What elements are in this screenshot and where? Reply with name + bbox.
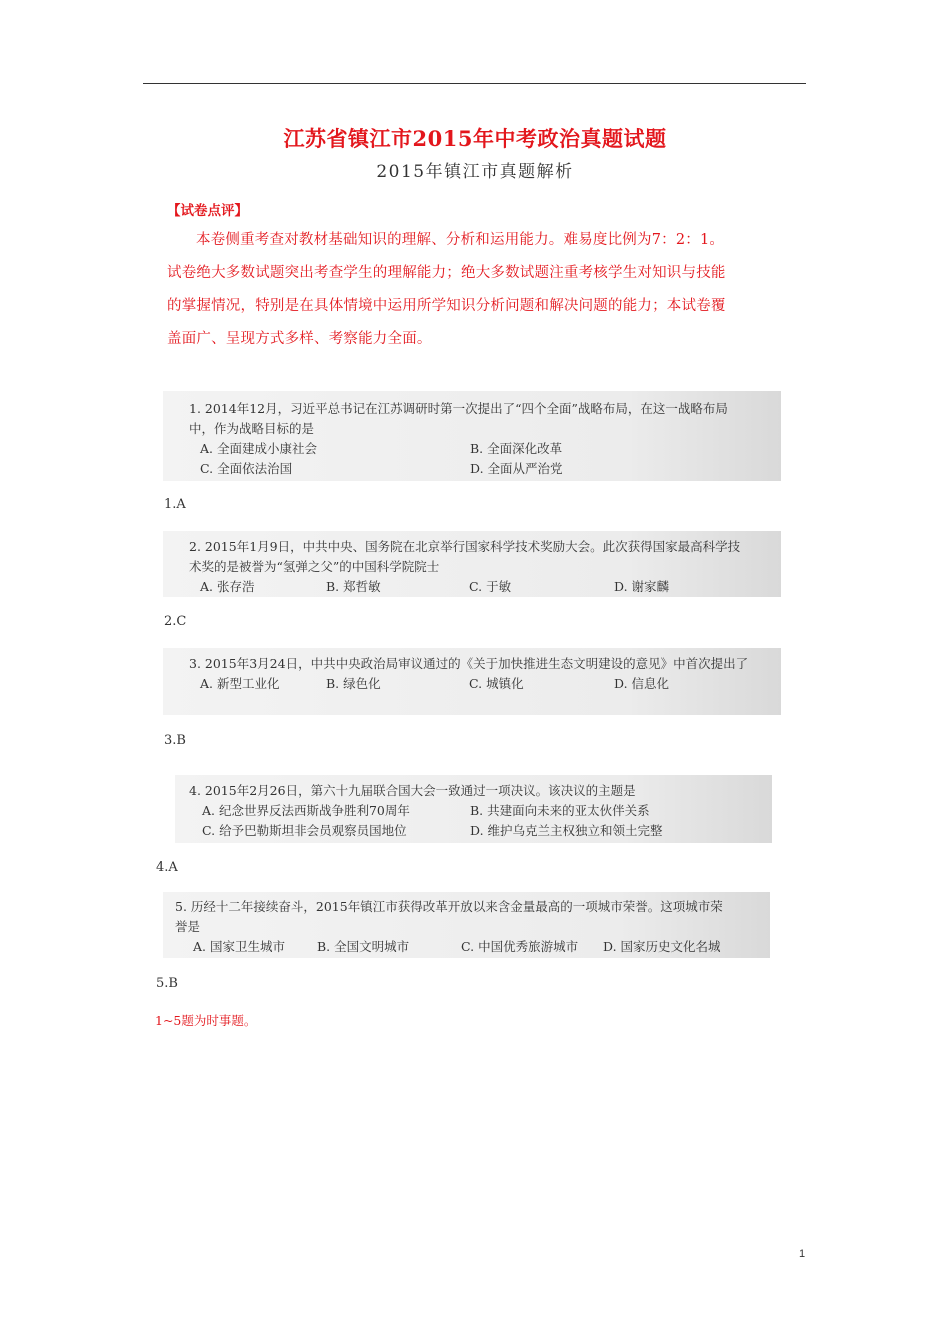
answer-3: 3.B: [164, 733, 186, 748]
question-stem: 4. 2015年2月26日，第六十九届联合国大会一致通过一项决议。该决议的主题是: [189, 783, 636, 798]
question-image-3: [163, 648, 781, 715]
question-option: B. 全面深化改革: [470, 441, 563, 456]
question-option: B. 绿色化: [326, 676, 381, 691]
answer-4: 4.A: [156, 860, 178, 875]
answer-2: 2.C: [164, 614, 187, 629]
note-current-affairs: 1~5题为时事题。: [155, 1013, 257, 1028]
question-option: D. 全面从严治党: [470, 461, 563, 476]
question-image-5: [163, 892, 770, 958]
question-option: A. 新型工业化: [200, 676, 280, 691]
question-option: C. 中国优秀旅游城市: [461, 939, 579, 954]
answer-5: 5.B: [156, 976, 178, 991]
question-stem: 1. 2014年12月，习近平总书记在江苏调研时第一次提出了“四个全面”战略布局，在这一战略布局中，作为战略目标的是: [189, 401, 728, 436]
question-option: D. 谢家麟: [614, 579, 670, 594]
question-stem: 5. 历经十二年接续奋斗，2015年镇江市获得改革开放以来含金量最高的一项城市荣誉。这项城市荣誉是: [175, 899, 723, 934]
review-heading: 【试卷点评】: [167, 203, 248, 219]
document-title: 江苏省镇江市2015年中考政治真题试题: [283, 126, 667, 151]
question-options: [163, 674, 781, 694]
question-image-4: [175, 775, 772, 843]
question-option: B. 全国文明城市: [317, 939, 410, 954]
question-image-2: [163, 531, 781, 597]
question-option: D. 国家历史文化名城: [603, 939, 721, 954]
question-option: C. 城镇化: [469, 676, 524, 691]
question-image-1: [163, 391, 781, 481]
question-options: [163, 459, 781, 479]
question-option: C. 于敏: [469, 579, 512, 594]
question-options: [163, 577, 781, 597]
question-option: A. 张存浩: [200, 579, 255, 594]
question-options: [163, 937, 770, 957]
question-options: [175, 801, 772, 821]
question-option: C. 全面依法治国: [200, 461, 293, 476]
question-option: A. 全面建成小康社会: [200, 441, 317, 456]
question-option: D. 维护乌克兰主权独立和领土完整: [470, 823, 663, 838]
question-options: [163, 439, 781, 459]
page-number: 1: [799, 1248, 806, 1260]
question-option: A. 纪念世界反法西斯战争胜利70周年: [202, 803, 410, 818]
question-options: [175, 821, 772, 841]
question-stem: 2. 2015年1月9日，中共中央、国务院在北京举行国家科学技术奖励大会。此次获得国家最高科学技术奖的是被誉为“氢弹之父”的中国科学院院士: [189, 539, 741, 574]
answer-1: 1.A: [164, 497, 186, 512]
document-subtitle: 2015年镇江市真题解析: [376, 162, 574, 182]
question-option: C. 给予巴勒斯坦非会员观察员国地位: [202, 823, 407, 838]
question-option: A. 国家卫生城市: [193, 939, 285, 954]
question-option: D. 信息化: [614, 676, 670, 691]
review-body: 本卷侧重考查对教材基础知识的理解、分析和运用能力。难易度比例为7：2：1。试卷绝大多数试题突出考查学生的理解能力；绝大多数试题注重考核学生对知识与技能的掌握情况，特别是在具体情境中运用所学知识分析问题和解决问题的能力；本试卷覆盖面广、呈现方式多样、考察能力全面。: [167, 232, 726, 347]
header-rule: [143, 83, 806, 84]
question-stem: 3. 2015年3月24日，中共中央政治局审议通过的《关于加快推进生态文明建设的意见》中首次提出了: [189, 656, 749, 671]
question-option: B. 郑哲敏: [326, 579, 381, 594]
question-option: B. 共建面向未来的亚太伙伴关系: [470, 803, 650, 818]
